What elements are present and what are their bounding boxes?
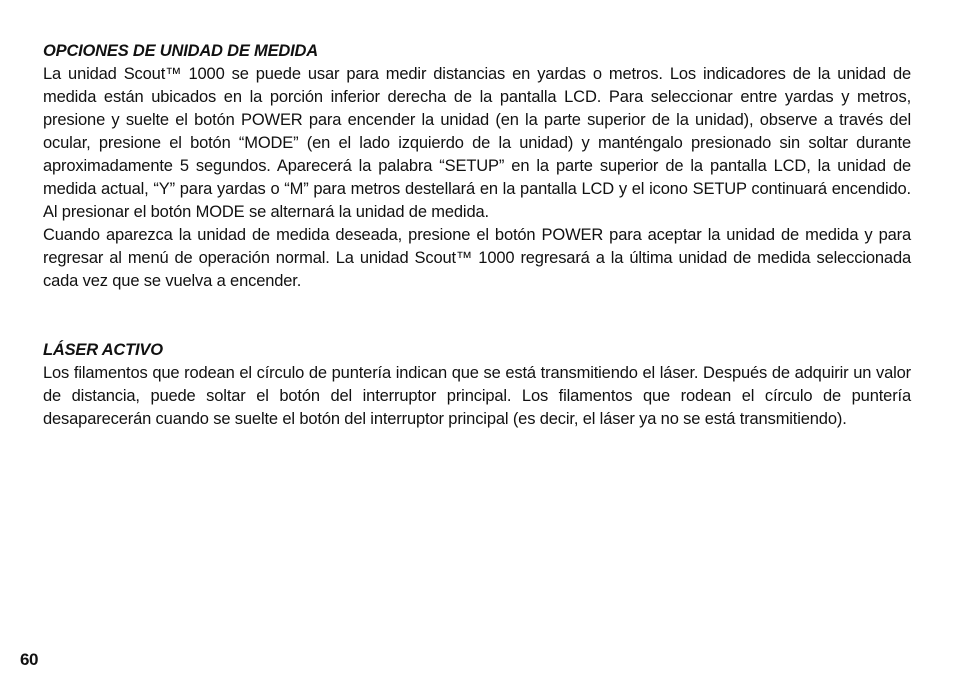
page-content [43,40,911,431]
section-title: LÁSER ACTIVO [43,341,163,359]
section-unit-options [43,40,911,293]
paragraph: Cuando aparezca la unidad de medida deseada, presione el botón POWER para aceptar la unidad de medida y para regresar al menú de operación normal. La unidad Scout™ 1000 regresará a la última unidad de medida seleccionada cada vez que se vuelva a encender. [43,226,911,290]
page-number: 60 [20,650,38,669]
section-active-laser [43,339,911,431]
paragraph: Los filamentos que rodean el círculo de puntería indican que se está transmitiendo el láser. Después de adquirir un valor de distancia, puede soltar el botón del interruptor principal. Los filamentos que rodean el círculo de puntería desaparecerán cuando se suelte el botón del interruptor principal (es decir, el láser ya no se está transmitiendo). [43,364,911,428]
section-title: OPCIONES DE UNIDAD DE MEDIDA [43,42,318,60]
paragraph: La unidad Scout™ 1000 se puede usar para medir distancias en yardas o metros. Los indicadores de la unidad de medida están ubicados en la porción inferior derecha de la pantalla LCD. Para seleccionar entre yardas y metros, presione y suelte el botón POWER para encender la unidad (en la parte superior de la unidad), observe a través del ocular, presione el botón “MODE” (en el lado izquierdo de la unidad) y manténgalo presionado sin soltar durante aproximadamente 5 segundos. Aparecerá la palabra “SETUP” en la parte superior de la pantalla LCD, la unidad de medida actual, “Y” para yardas o “M” para metros destellará en la pantalla LCD y el icono SETUP continuará encendido. Al presionar el botón MODE se alternará la unidad de medida. [43,65,911,221]
